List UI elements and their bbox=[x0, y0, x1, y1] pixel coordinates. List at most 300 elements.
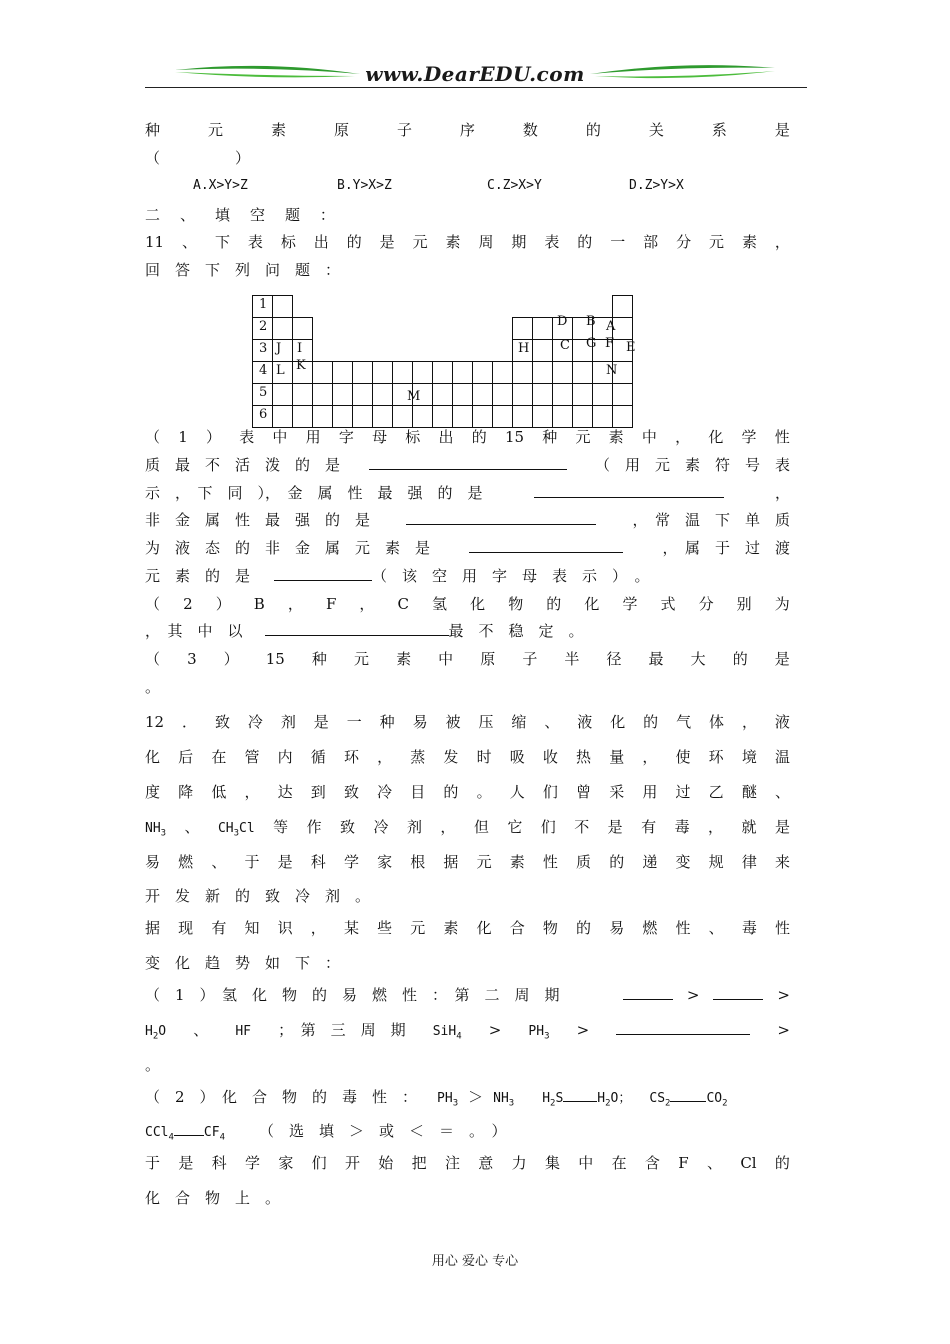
q12-l1-token: 、 bbox=[544, 713, 560, 731]
section2-token: 填 bbox=[214, 206, 230, 224]
q12-l1-token: 液 bbox=[774, 713, 790, 731]
q12-l2-token: 温 bbox=[774, 748, 790, 766]
q11-p1-token: 15 bbox=[504, 428, 525, 446]
q12-l7-token: 性 bbox=[774, 919, 790, 937]
q11-p3-token: 子 bbox=[522, 650, 538, 668]
option-a: A.X>Y>Z bbox=[193, 178, 248, 193]
q12-l4-token: 们 bbox=[540, 818, 556, 836]
q12-l1-token: 致 bbox=[214, 713, 230, 731]
q11-p2-token: ， bbox=[359, 595, 375, 613]
q12-l2-token: 时 bbox=[476, 748, 492, 766]
q11-p2-token: 式 bbox=[660, 595, 676, 613]
q11-line-1 bbox=[145, 232, 790, 254]
table-cell bbox=[292, 383, 313, 406]
q11-p1-line-5 bbox=[145, 538, 790, 560]
q12-l4-token: 、 bbox=[184, 818, 200, 836]
q11-p3-token: 是 bbox=[774, 650, 790, 668]
element-label-b: B bbox=[586, 314, 596, 329]
table-cell bbox=[532, 361, 553, 384]
q11-p1-l2b: （ 用 元 素 符 号 表 bbox=[594, 456, 790, 474]
q12-l5-token: 性 bbox=[542, 853, 558, 871]
q12-last-token: 意 bbox=[478, 1154, 494, 1172]
q11-p1-token: 种 bbox=[542, 428, 558, 446]
q12-l3-token: 到 bbox=[310, 783, 326, 801]
q10-token: 子 bbox=[396, 121, 412, 139]
section2-token: ： bbox=[319, 206, 335, 224]
q12-l1-token: 缩 bbox=[511, 713, 527, 731]
q12-l5-token: 素 bbox=[509, 853, 525, 871]
table-cell bbox=[452, 383, 473, 406]
table-cell bbox=[372, 383, 393, 406]
section2-token: 题 bbox=[284, 206, 300, 224]
table-cell bbox=[452, 361, 473, 384]
table-cell bbox=[472, 383, 493, 406]
q11-p3-l2: 。 bbox=[145, 678, 161, 696]
q12-last-token: 含 bbox=[644, 1154, 660, 1172]
q11-p1-l6a: 元 素 的 是 bbox=[145, 567, 251, 585]
header-divider bbox=[145, 87, 807, 88]
q12-l3-token: 低 bbox=[211, 783, 227, 801]
q12-l4-token: 作 bbox=[306, 818, 322, 836]
q12-last-token: 注 bbox=[444, 1154, 460, 1172]
q11-p3-token: 素 bbox=[396, 650, 412, 668]
q12-l2-token: 环 bbox=[708, 748, 724, 766]
table-cell bbox=[272, 405, 293, 428]
table-cell bbox=[552, 405, 573, 428]
q11-p2-token: ， bbox=[287, 595, 303, 613]
q11-l1-token: 素 bbox=[445, 233, 461, 251]
q12-l3-token: 目 bbox=[410, 783, 426, 801]
table-cell bbox=[612, 383, 633, 406]
q12-last2: 化 合 物 上 。 bbox=[145, 1189, 281, 1207]
q12-l5-token: 来 bbox=[774, 853, 790, 871]
q11-l1-token: 11 bbox=[145, 233, 165, 251]
table-cell bbox=[512, 383, 533, 406]
q11-p2-token: F bbox=[325, 595, 337, 613]
q11-p3-token: 半 bbox=[564, 650, 580, 668]
q12-l1-token: 液 bbox=[577, 713, 593, 731]
formula-ccl4: CCl$_4$ bbox=[145, 1125, 174, 1143]
q12-last-token: 、 bbox=[706, 1154, 722, 1172]
q11-p3-token: 径 bbox=[606, 650, 622, 668]
q11-p2-token: 化 bbox=[584, 595, 600, 613]
q11-p1-l3b: ， bbox=[774, 484, 790, 502]
q10-token: 关 bbox=[648, 121, 664, 139]
q12-l7-token: 、 bbox=[708, 919, 724, 937]
q11-l1-token: 分 bbox=[676, 233, 692, 251]
q12-l7-token: 性 bbox=[675, 919, 691, 937]
q12-l3-token: 的 bbox=[443, 783, 459, 801]
q12-l1-token: 压 bbox=[478, 713, 494, 731]
q11-p1-l4a: 非 金 属 性 最 强 的 是 bbox=[145, 511, 371, 529]
q11-p2-token: 化 bbox=[470, 595, 486, 613]
q12-l1-token: 12 bbox=[145, 713, 165, 731]
q11-p2-l2b: 最 不 稳 定 。 bbox=[448, 622, 584, 640]
table-cell bbox=[432, 383, 453, 406]
q12-last-token: 集 bbox=[544, 1154, 560, 1172]
q12-l3-token: 过 bbox=[675, 783, 691, 801]
q11-p2-token: （ bbox=[145, 595, 161, 613]
table-cell bbox=[372, 405, 393, 428]
element-label-l: L bbox=[276, 363, 285, 378]
period-number: 3 bbox=[259, 341, 268, 356]
q11-p3-line-2 bbox=[145, 677, 790, 699]
q12-l7-token: 识 bbox=[277, 919, 293, 937]
q12-l1-token: 体 bbox=[709, 713, 725, 731]
q12-l1-token: 气 bbox=[676, 713, 692, 731]
q12-l5-token: 燃 bbox=[178, 853, 194, 871]
q11-l1-token: 是 bbox=[379, 233, 395, 251]
q12-l5-token: 于 bbox=[244, 853, 260, 871]
element-label-j: J bbox=[276, 341, 282, 356]
blank-period3[interactable] bbox=[616, 1020, 750, 1035]
q12-last-token: 科 bbox=[211, 1154, 227, 1172]
q11-l1-token: 一 bbox=[610, 233, 626, 251]
blank-period2-2[interactable] bbox=[713, 985, 763, 1000]
q12-l7-token: 些 bbox=[377, 919, 393, 937]
q11-p3-token: 3 bbox=[187, 650, 197, 668]
formula-sih4: SiH$_4$ bbox=[432, 1024, 462, 1042]
q11-l1-token: 素 bbox=[741, 233, 757, 251]
blank-period2-1[interactable] bbox=[623, 985, 673, 1000]
q11-p3-token: ） bbox=[223, 650, 239, 668]
q11-l1-token: 的 bbox=[577, 233, 593, 251]
q11-p1-l6b: （ 该 空 用 字 母 表 示 ） 。 bbox=[372, 567, 650, 585]
blank-most-metallic[interactable] bbox=[534, 483, 724, 498]
q11-p1-token: ） bbox=[205, 428, 221, 446]
q12-line-4 bbox=[145, 817, 790, 839]
q12-l3-token: 采 bbox=[609, 783, 625, 801]
blank-most-nonmetallic[interactable] bbox=[406, 510, 596, 525]
q12-l2-token: 使 bbox=[675, 748, 691, 766]
q10-token: 系 bbox=[711, 121, 727, 139]
element-label-i: I bbox=[297, 341, 303, 356]
q11-line-2-text: 回 答 下 列 问 题 ： bbox=[145, 261, 341, 279]
q11-p3-token: （ bbox=[145, 650, 161, 668]
periodic-table-fragment bbox=[252, 295, 636, 428]
q12-l3-token: ， bbox=[244, 783, 260, 801]
table-cell bbox=[312, 383, 333, 406]
blank-liquid-nonmetal[interactable] bbox=[469, 538, 623, 553]
table-cell bbox=[432, 361, 453, 384]
table-cell bbox=[552, 383, 573, 406]
q11-p3-token: 大 bbox=[690, 650, 706, 668]
q12-line-7 bbox=[145, 918, 790, 940]
q12-l3-token: 降 bbox=[178, 783, 194, 801]
q11-p2-token: ） bbox=[215, 595, 231, 613]
q12-last-token: 力 bbox=[511, 1154, 527, 1172]
q12-last-line-2 bbox=[145, 1188, 790, 1210]
element-label-f: F bbox=[605, 336, 615, 351]
q12-l8: 变 化 趋 势 如 下 ： bbox=[145, 954, 341, 972]
q12-l7-token: 毒 bbox=[741, 919, 757, 937]
q12-l7-token: ， bbox=[310, 919, 326, 937]
q12-l2-token: 管 bbox=[244, 748, 260, 766]
table-cell bbox=[392, 405, 413, 428]
q11-p1-token: 元 bbox=[575, 428, 591, 446]
table-cell bbox=[612, 405, 633, 428]
q12-l7-token: 元 bbox=[410, 919, 426, 937]
blank-ccl4-cf4[interactable] bbox=[174, 1121, 204, 1136]
q12-l5-token: 是 bbox=[277, 853, 293, 871]
q12-l2-token: 收 bbox=[542, 748, 558, 766]
q12-l3-token: 人 bbox=[509, 783, 525, 801]
q11-p2-token: 别 bbox=[736, 595, 752, 613]
q12-l2-token: 环 bbox=[343, 748, 359, 766]
q12-l3-token: 用 bbox=[642, 783, 658, 801]
q11-p1-token: 学 bbox=[741, 428, 757, 446]
q11-p1-token: 中 bbox=[641, 428, 657, 446]
q11-l1-token: 出 bbox=[313, 233, 329, 251]
table-cell bbox=[592, 405, 613, 428]
q12-l2-token: 循 bbox=[310, 748, 326, 766]
period-number: 5 bbox=[259, 385, 268, 400]
section-2-heading bbox=[145, 205, 335, 227]
q12-l5-token: 、 bbox=[211, 853, 227, 871]
table-cell bbox=[432, 405, 453, 428]
q12-l1-token: 冷 bbox=[247, 713, 263, 731]
table-cell bbox=[332, 405, 353, 428]
q11-l1-token: 、 bbox=[182, 233, 198, 251]
q12-last-token: 在 bbox=[611, 1154, 627, 1172]
q12-l5-token: 元 bbox=[476, 853, 492, 871]
q11-p2-l2a: ， 其 中 以 bbox=[145, 622, 243, 640]
q12-l3-token: 致 bbox=[343, 783, 359, 801]
table-cell bbox=[532, 383, 553, 406]
q12-l7-token: 燃 bbox=[642, 919, 658, 937]
blank-transition[interactable] bbox=[274, 566, 372, 581]
q12-l5-token: 家 bbox=[377, 853, 393, 871]
section2-token: 、 bbox=[179, 206, 195, 224]
q12-l2-token: 吸 bbox=[509, 748, 525, 766]
table-cell bbox=[532, 317, 553, 340]
q12-p2-line-1: （ 2 ） 化 合 物 的 毒 性 ： $PH_3$ ＞ $NH_3$ $H_2S$ $H_2O$； $CS_2$ $CO_2$ bbox=[145, 1087, 790, 1109]
q12-l2-token: 后 bbox=[178, 748, 194, 766]
table-cell bbox=[312, 405, 333, 428]
q12-l6: 开 发 新 的 致 冷 剂 。 bbox=[145, 887, 371, 905]
element-label-h: H bbox=[518, 341, 530, 356]
q11-p1-token: 表 bbox=[239, 428, 255, 446]
blank-h2s-h2o[interactable] bbox=[563, 1087, 597, 1102]
table-cell bbox=[472, 405, 493, 428]
table-cell bbox=[352, 361, 373, 384]
q12-last-token: 们 bbox=[311, 1154, 327, 1172]
q11-p3-token: 最 bbox=[648, 650, 664, 668]
q12-l1-token: 化 bbox=[610, 713, 626, 731]
q12-l1-token: 易 bbox=[412, 713, 428, 731]
q11-p1-token: 母 bbox=[372, 428, 388, 446]
q12-l1-token: 一 bbox=[346, 713, 362, 731]
q11-p1-l5a: 为 液 态 的 非 金 属 元 素 是 bbox=[145, 539, 431, 557]
q12-l4-token: 毒 bbox=[674, 818, 690, 836]
blank-cs2-co2[interactable] bbox=[670, 1087, 706, 1102]
table-cell bbox=[292, 317, 313, 340]
q10-paren-line bbox=[145, 148, 790, 170]
formula-ch3cl: $CH_3Cl$ bbox=[217, 821, 255, 839]
q10-token: 种 bbox=[145, 121, 161, 139]
q11-l1-token: 表 bbox=[544, 233, 560, 251]
q12-line-6 bbox=[145, 886, 790, 908]
site-logo[interactable]: www.DearEDU.com bbox=[365, 62, 585, 86]
q12-l3-token: 冷 bbox=[377, 783, 393, 801]
q11-p3-token: 的 bbox=[732, 650, 748, 668]
q12-l7-token: 合 bbox=[509, 919, 525, 937]
q10-token: 是 bbox=[774, 121, 790, 139]
element-label-a: A bbox=[606, 319, 616, 334]
table-cell bbox=[272, 383, 293, 406]
q11-p1-token: 出 bbox=[438, 428, 454, 446]
q12-l7-token: 现 bbox=[178, 919, 194, 937]
table-cell bbox=[352, 383, 373, 406]
q12-l3-token: 达 bbox=[277, 783, 293, 801]
q11-p1-line-2 bbox=[145, 455, 790, 477]
q12-last-token: 是 bbox=[178, 1154, 194, 1172]
section2-token: 二 bbox=[145, 206, 161, 224]
q11-p1-l5b: ， 属 于 过 渡 bbox=[662, 539, 790, 557]
table-cell bbox=[332, 383, 353, 406]
q12-l2-token: 境 bbox=[741, 748, 757, 766]
q12-l4-token: 致 bbox=[340, 818, 356, 836]
q12-l7-token: 有 bbox=[211, 919, 227, 937]
table-cell bbox=[472, 361, 493, 384]
q11-p1-token: 字 bbox=[338, 428, 354, 446]
q12-l4-token: 它 bbox=[507, 818, 523, 836]
q12-last-token: 的 bbox=[774, 1154, 790, 1172]
q12-l4-token: 等 bbox=[273, 818, 289, 836]
q12-l2-token: 在 bbox=[211, 748, 227, 766]
q12-last-token: 学 bbox=[244, 1154, 260, 1172]
q12-l4-token: 是 bbox=[607, 818, 623, 836]
q12-last-token: 于 bbox=[145, 1154, 161, 1172]
q10-token: 数 bbox=[522, 121, 538, 139]
section2-token: 空 bbox=[249, 206, 265, 224]
q12-l5-token: 质 bbox=[576, 853, 592, 871]
formula-ph3: $PH_3$ bbox=[528, 1024, 550, 1042]
table-cell bbox=[312, 361, 333, 384]
q12-last-token: 中 bbox=[578, 1154, 594, 1172]
q11-p2-token: 学 bbox=[622, 595, 638, 613]
q12-l3-token: 醚 bbox=[741, 783, 757, 801]
q12-p2-a: （ 2 ） 化 合 物 的 毒 性 ： bbox=[145, 1088, 418, 1106]
q11-p1-token: 标 bbox=[405, 428, 421, 446]
q11-l1-token: 元 bbox=[412, 233, 428, 251]
q12-p2-line-2 bbox=[145, 1121, 790, 1143]
q12-l5-token: 律 bbox=[741, 853, 757, 871]
q12-l4-token: 冷 bbox=[373, 818, 389, 836]
q12-l1-token: 的 bbox=[643, 713, 659, 731]
q12-l7-token: 易 bbox=[609, 919, 625, 937]
q12-l4-token: 就 bbox=[741, 818, 757, 836]
q12-l3-token: 。 bbox=[476, 783, 492, 801]
q10-paren: （ ） bbox=[145, 149, 251, 167]
q12-l1-token: 种 bbox=[379, 713, 395, 731]
site-header bbox=[145, 56, 807, 90]
q12-l7-token: 某 bbox=[343, 919, 359, 937]
q11-p1-token: （ bbox=[145, 428, 161, 446]
q12-line-1 bbox=[145, 712, 790, 734]
q12-l1-token: 被 bbox=[445, 713, 461, 731]
table-cell bbox=[552, 361, 573, 384]
blank-least-stable[interactable] bbox=[265, 621, 449, 636]
q12-l4-token: 剂 bbox=[406, 818, 422, 836]
element-label-g: G bbox=[586, 336, 597, 351]
q11-p2-token: B bbox=[253, 595, 265, 613]
table-cell bbox=[272, 317, 293, 340]
option-b: B.Y>X>Z bbox=[337, 178, 392, 193]
q11-p2-line-2 bbox=[145, 621, 790, 643]
table-cell bbox=[492, 405, 513, 428]
q11-p2-token: C bbox=[397, 595, 409, 613]
q12-l2-token: ， bbox=[642, 748, 658, 766]
q11-p2-token: 氢 bbox=[432, 595, 448, 613]
table-cell bbox=[492, 361, 513, 384]
q12-last-token: 开 bbox=[344, 1154, 360, 1172]
q12-l4-token: 有 bbox=[641, 818, 657, 836]
q12-l5-token: 科 bbox=[310, 853, 326, 871]
q11-p1-line-3 bbox=[145, 483, 790, 505]
table-cell bbox=[412, 405, 433, 428]
q11-p2-token: 2 bbox=[183, 595, 193, 613]
q12-l1-token: ． bbox=[182, 713, 198, 731]
q11-p1-l4b: ， 常 温 下 单 质 bbox=[632, 511, 790, 529]
option-d: D.Z>Y>X bbox=[629, 178, 684, 193]
element-label-c: C bbox=[560, 338, 570, 353]
q12-l7-token: 据 bbox=[145, 919, 161, 937]
blank-least-active[interactable] bbox=[369, 455, 567, 470]
q12-last-token: 家 bbox=[278, 1154, 294, 1172]
q12-l5-token: 变 bbox=[675, 853, 691, 871]
q12-last-token: 始 bbox=[378, 1154, 394, 1172]
q11-p1-l3a: 示 ， 下 同 ）， 金 属 性 最 强 的 是 bbox=[145, 484, 483, 502]
q11-l1-token: 标 bbox=[280, 233, 296, 251]
table-cell bbox=[572, 361, 593, 384]
formula-h2s: $H_2S$ bbox=[542, 1091, 564, 1109]
q10-line bbox=[145, 120, 790, 142]
q12-l5-token: 根 bbox=[410, 853, 426, 871]
table-cell bbox=[492, 383, 513, 406]
table-cell bbox=[512, 405, 533, 428]
q11-p2-token: 物 bbox=[508, 595, 524, 613]
q12-p1-a: （ 1 ） 氢 化 物 的 易 燃 性 ： 第 二 周 期 bbox=[145, 986, 560, 1004]
q12-l4-token: 不 bbox=[574, 818, 590, 836]
q12-l2-token: 内 bbox=[277, 748, 293, 766]
q11-l1-token: 部 bbox=[643, 233, 659, 251]
q11-p1-token: 化 bbox=[708, 428, 724, 446]
table-cell bbox=[572, 383, 593, 406]
q12-l3-token: 曾 bbox=[576, 783, 592, 801]
q11-line-2 bbox=[145, 260, 790, 282]
q10-token: 素 bbox=[270, 121, 286, 139]
q12-l7-token: 的 bbox=[576, 919, 592, 937]
q12-p1-line-2: $H_2O$ 、 HF ； 第 三 周 期 SiH$_4$ > $PH_3$ > > bbox=[145, 1020, 790, 1042]
q12-l2-token: 量 bbox=[609, 748, 625, 766]
element-label-d: D bbox=[557, 314, 568, 329]
q12-p1-line-3: 。 bbox=[145, 1056, 161, 1074]
option-c: C.Z>X>Y bbox=[487, 178, 542, 193]
q12-l7-token: 化 bbox=[476, 919, 492, 937]
formula-ph3-b: $PH_3$ bbox=[437, 1091, 459, 1109]
q11-l1-token: 下 bbox=[214, 233, 230, 251]
q12-l7-token: 素 bbox=[443, 919, 459, 937]
element-label-e: E bbox=[626, 340, 636, 355]
table-cell bbox=[392, 361, 413, 384]
formula-co2: $CO_2$ bbox=[706, 1091, 728, 1109]
q11-p3-line-1 bbox=[145, 649, 790, 671]
q12-l3-token: 、 bbox=[774, 783, 790, 801]
q12-last-token: Cl bbox=[740, 1154, 757, 1172]
period-number: 1 bbox=[259, 297, 268, 312]
q12-line-5 bbox=[145, 852, 790, 874]
